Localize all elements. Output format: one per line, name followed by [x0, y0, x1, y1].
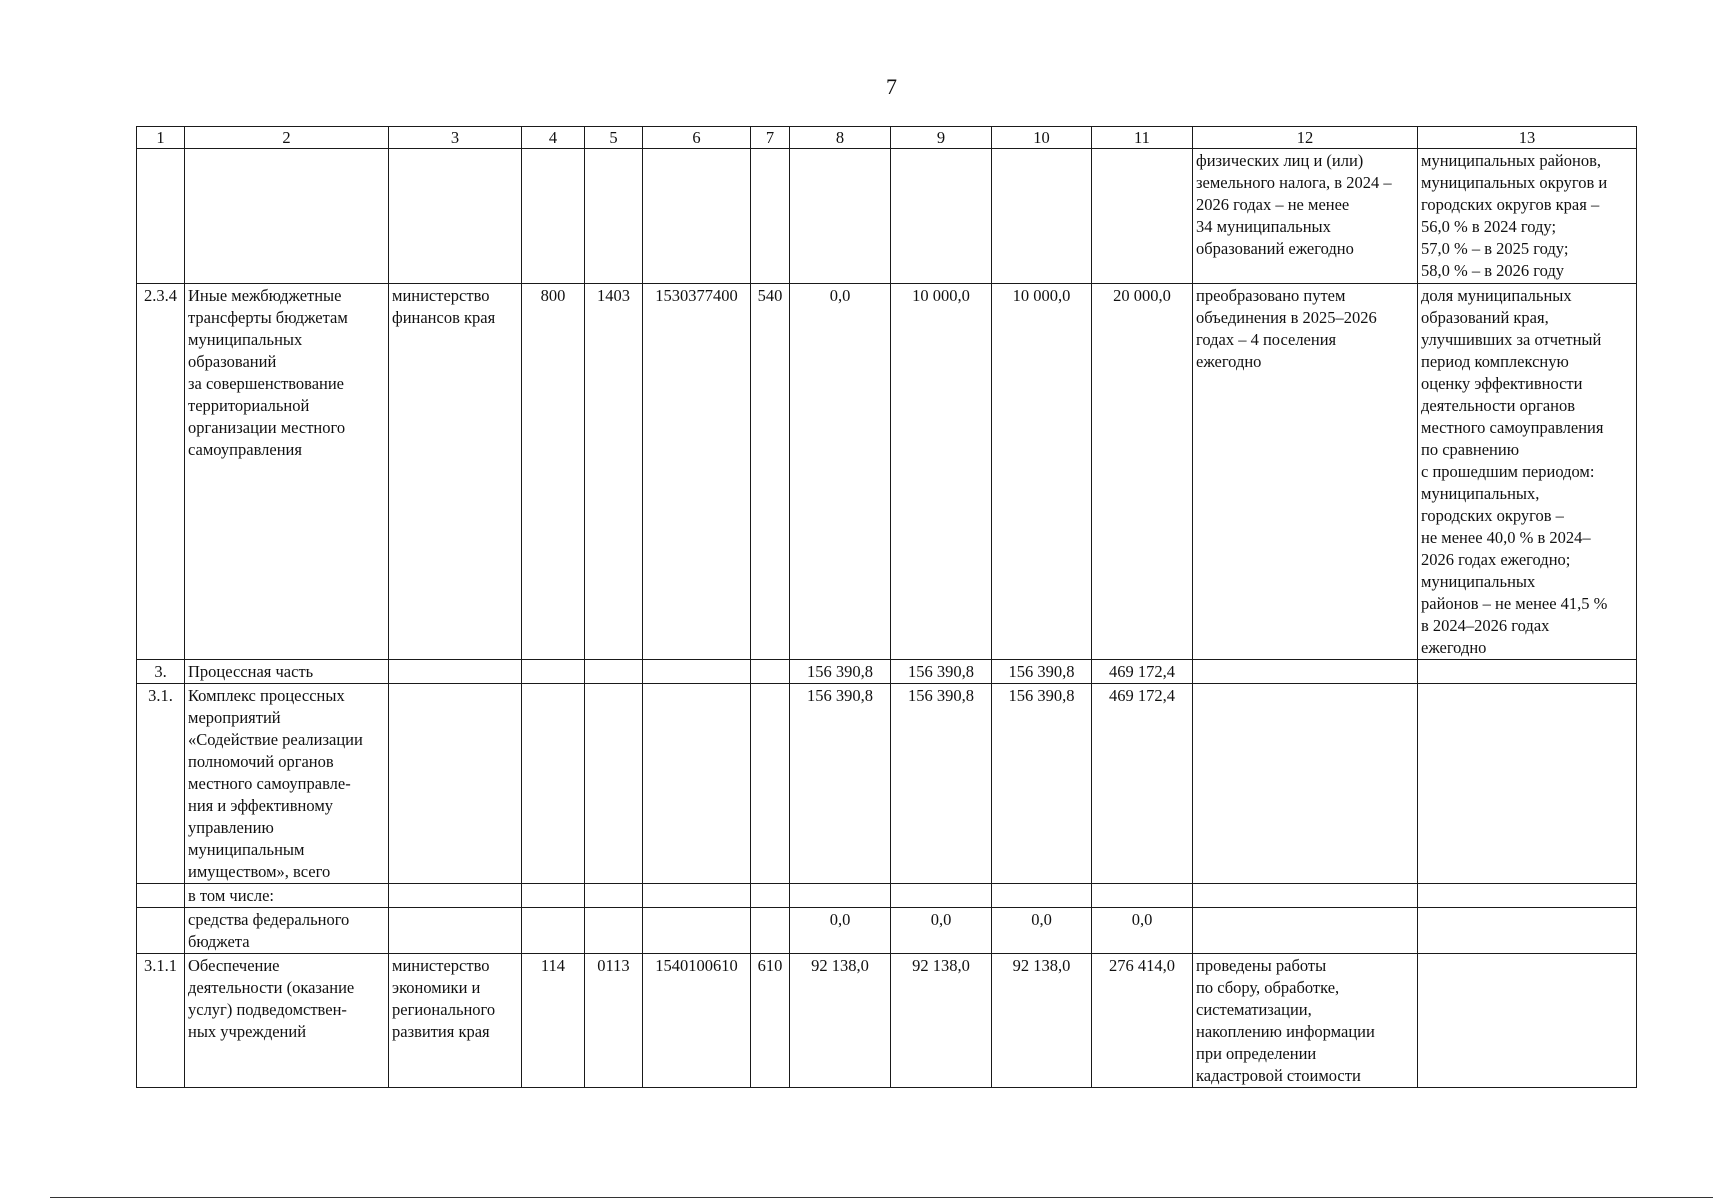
amount-cell — [1092, 149, 1193, 284]
row-number-cell: 3.1.1 — [137, 954, 185, 1088]
responsible-cell — [389, 908, 522, 954]
code-cell — [522, 660, 585, 684]
table-row — [137, 149, 1637, 284]
code-cell: 610 — [751, 954, 790, 1088]
header-cell: 3 — [389, 127, 522, 149]
code-cell — [585, 149, 643, 284]
row-number-cell — [137, 908, 185, 954]
amount-cell: 92 138,0 — [992, 954, 1092, 1088]
result-cell — [1193, 684, 1418, 884]
header-cell: 9 — [891, 127, 992, 149]
page-number: 7 — [886, 74, 897, 99]
table-row — [137, 954, 1637, 1088]
amount-cell: 156 390,8 — [891, 684, 992, 884]
amount-cell: 20 000,0 — [1092, 284, 1193, 660]
amount-cell: 156 390,8 — [992, 684, 1092, 884]
activity-name-cell: Процессная часть — [185, 660, 389, 684]
amount-cell — [992, 149, 1092, 284]
responsible-cell: министерство финансов края — [389, 284, 522, 660]
amount-cell — [1092, 884, 1193, 908]
indicator-cell — [1418, 884, 1637, 908]
activity-name-cell: средства федерального бюджета — [185, 908, 389, 954]
code-cell — [751, 884, 790, 908]
code-cell: 800 — [522, 284, 585, 660]
amount-cell: 156 390,8 — [790, 660, 891, 684]
indicator-cell — [1418, 908, 1637, 954]
responsible-cell: министерство экономики и регионального развития края — [389, 954, 522, 1088]
responsible-cell — [389, 884, 522, 908]
activity-name-cell: в том числе: — [185, 884, 389, 908]
amount-cell — [790, 149, 891, 284]
activity-name-cell — [185, 149, 389, 284]
header-cell: 6 — [643, 127, 751, 149]
amount-cell: 0,0 — [891, 908, 992, 954]
indicator-cell — [1418, 660, 1637, 684]
amount-cell: 0,0 — [790, 908, 891, 954]
activity-name-cell: Иные межбюджетные трансферты бюджетам муниципальных образований за совершенствование территориальной организации местного самоуправления — [185, 284, 389, 660]
code-cell: 1403 — [585, 284, 643, 660]
result-cell: проведены работы по сбору, обработке, систематизации, накоплению информации при определении кадастровой стоимости — [1193, 954, 1418, 1088]
header-cell: 8 — [790, 127, 891, 149]
indicator-cell — [1418, 684, 1637, 884]
code-cell — [643, 908, 751, 954]
code-cell — [585, 684, 643, 884]
responsible-cell — [389, 660, 522, 684]
amount-cell: 469 172,4 — [1092, 660, 1193, 684]
header-cell: 7 — [751, 127, 790, 149]
code-cell — [522, 684, 585, 884]
responsible-cell — [389, 149, 522, 284]
activity-name-cell: Комплекс процессных мероприятий «Содействие реализации полномочий органов местного самоуправле- ния и эффективному управлению муниципальным имуществом», всего — [185, 684, 389, 884]
code-cell: 114 — [522, 954, 585, 1088]
header-cell: 4 — [522, 127, 585, 149]
table-row — [137, 660, 1637, 684]
amount-cell: 92 138,0 — [790, 954, 891, 1088]
amount-cell: 156 390,8 — [891, 660, 992, 684]
amount-cell: 92 138,0 — [891, 954, 992, 1088]
responsible-cell — [389, 684, 522, 884]
indicator-cell — [1418, 954, 1637, 1088]
column-number-row — [137, 127, 1637, 149]
code-cell: 1540100610 — [643, 954, 751, 1088]
row-number-cell: 2.3.4 — [137, 284, 185, 660]
row-number-cell: 3. — [137, 660, 185, 684]
amount-cell: 156 390,8 — [992, 660, 1092, 684]
amount-cell: 0,0 — [790, 284, 891, 660]
code-cell — [643, 149, 751, 284]
code-cell — [751, 149, 790, 284]
amount-cell: 276 414,0 — [1092, 954, 1193, 1088]
row-number-cell: 3.1. — [137, 684, 185, 884]
code-cell — [643, 660, 751, 684]
header-cell: 5 — [585, 127, 643, 149]
code-cell — [522, 884, 585, 908]
table-row — [137, 908, 1637, 954]
header-cell: 11 — [1092, 127, 1193, 149]
code-cell — [585, 884, 643, 908]
amount-cell: 0,0 — [992, 908, 1092, 954]
header-cell: 10 — [992, 127, 1092, 149]
activity-name-cell: Обеспечение деятельности (оказание услуг) подведомствен- ных учреждений — [185, 954, 389, 1088]
amount-cell — [891, 884, 992, 908]
code-cell — [643, 884, 751, 908]
header-cell: 12 — [1193, 127, 1418, 149]
code-cell — [643, 684, 751, 884]
page-bottom-rule — [50, 1197, 1713, 1198]
amount-cell: 156 390,8 — [790, 684, 891, 884]
code-cell: 540 — [751, 284, 790, 660]
table-row — [137, 884, 1637, 908]
header-cell: 1 — [137, 127, 185, 149]
indicator-cell: муниципальных районов, муниципальных округов и городских округов края – 56,0 % в 2024 году; 57,0 % – в 2025 году; 58,0 % – в 2026 году — [1418, 149, 1637, 284]
table-row — [137, 684, 1637, 884]
code-cell — [751, 660, 790, 684]
row-number-cell — [137, 884, 185, 908]
code-cell — [522, 149, 585, 284]
program-table — [136, 126, 1637, 1088]
code-cell — [585, 660, 643, 684]
amount-cell — [790, 884, 891, 908]
code-cell — [751, 908, 790, 954]
amount-cell — [891, 149, 992, 284]
amount-cell: 469 172,4 — [1092, 684, 1193, 884]
amount-cell: 0,0 — [1092, 908, 1193, 954]
result-cell: физических лиц и (или) земельного налога, в 2024 – 2026 годах – не менее 34 муниципальных образований ежегодно — [1193, 149, 1418, 284]
result-cell — [1193, 908, 1418, 954]
table-row — [137, 284, 1637, 660]
code-cell — [522, 908, 585, 954]
code-cell: 1530377400 — [643, 284, 751, 660]
header-cell: 13 — [1418, 127, 1637, 149]
header-cell: 2 — [185, 127, 389, 149]
result-cell — [1193, 660, 1418, 684]
result-cell — [1193, 884, 1418, 908]
row-number-cell — [137, 149, 185, 284]
indicator-cell: доля муниципальных образований края, улучшивших за отчетный период комплексную оценку эффективности деятельности органов местного самоуправления по сравнению с прошедшим периодом: муниципальных, городских округов – не менее 40,0 % в 2024– 2026 годах ежегодно; муниципальных районов – не менее 41,5 % в 2024–2026 годах ежегодно — [1418, 284, 1637, 660]
amount-cell — [992, 884, 1092, 908]
code-cell — [751, 684, 790, 884]
code-cell — [585, 908, 643, 954]
amount-cell: 10 000,0 — [891, 284, 992, 660]
amount-cell: 10 000,0 — [992, 284, 1092, 660]
result-cell: преобразовано путем объединения в 2025–2026 годах – 4 поселения ежегодно — [1193, 284, 1418, 660]
code-cell: 0113 — [585, 954, 643, 1088]
